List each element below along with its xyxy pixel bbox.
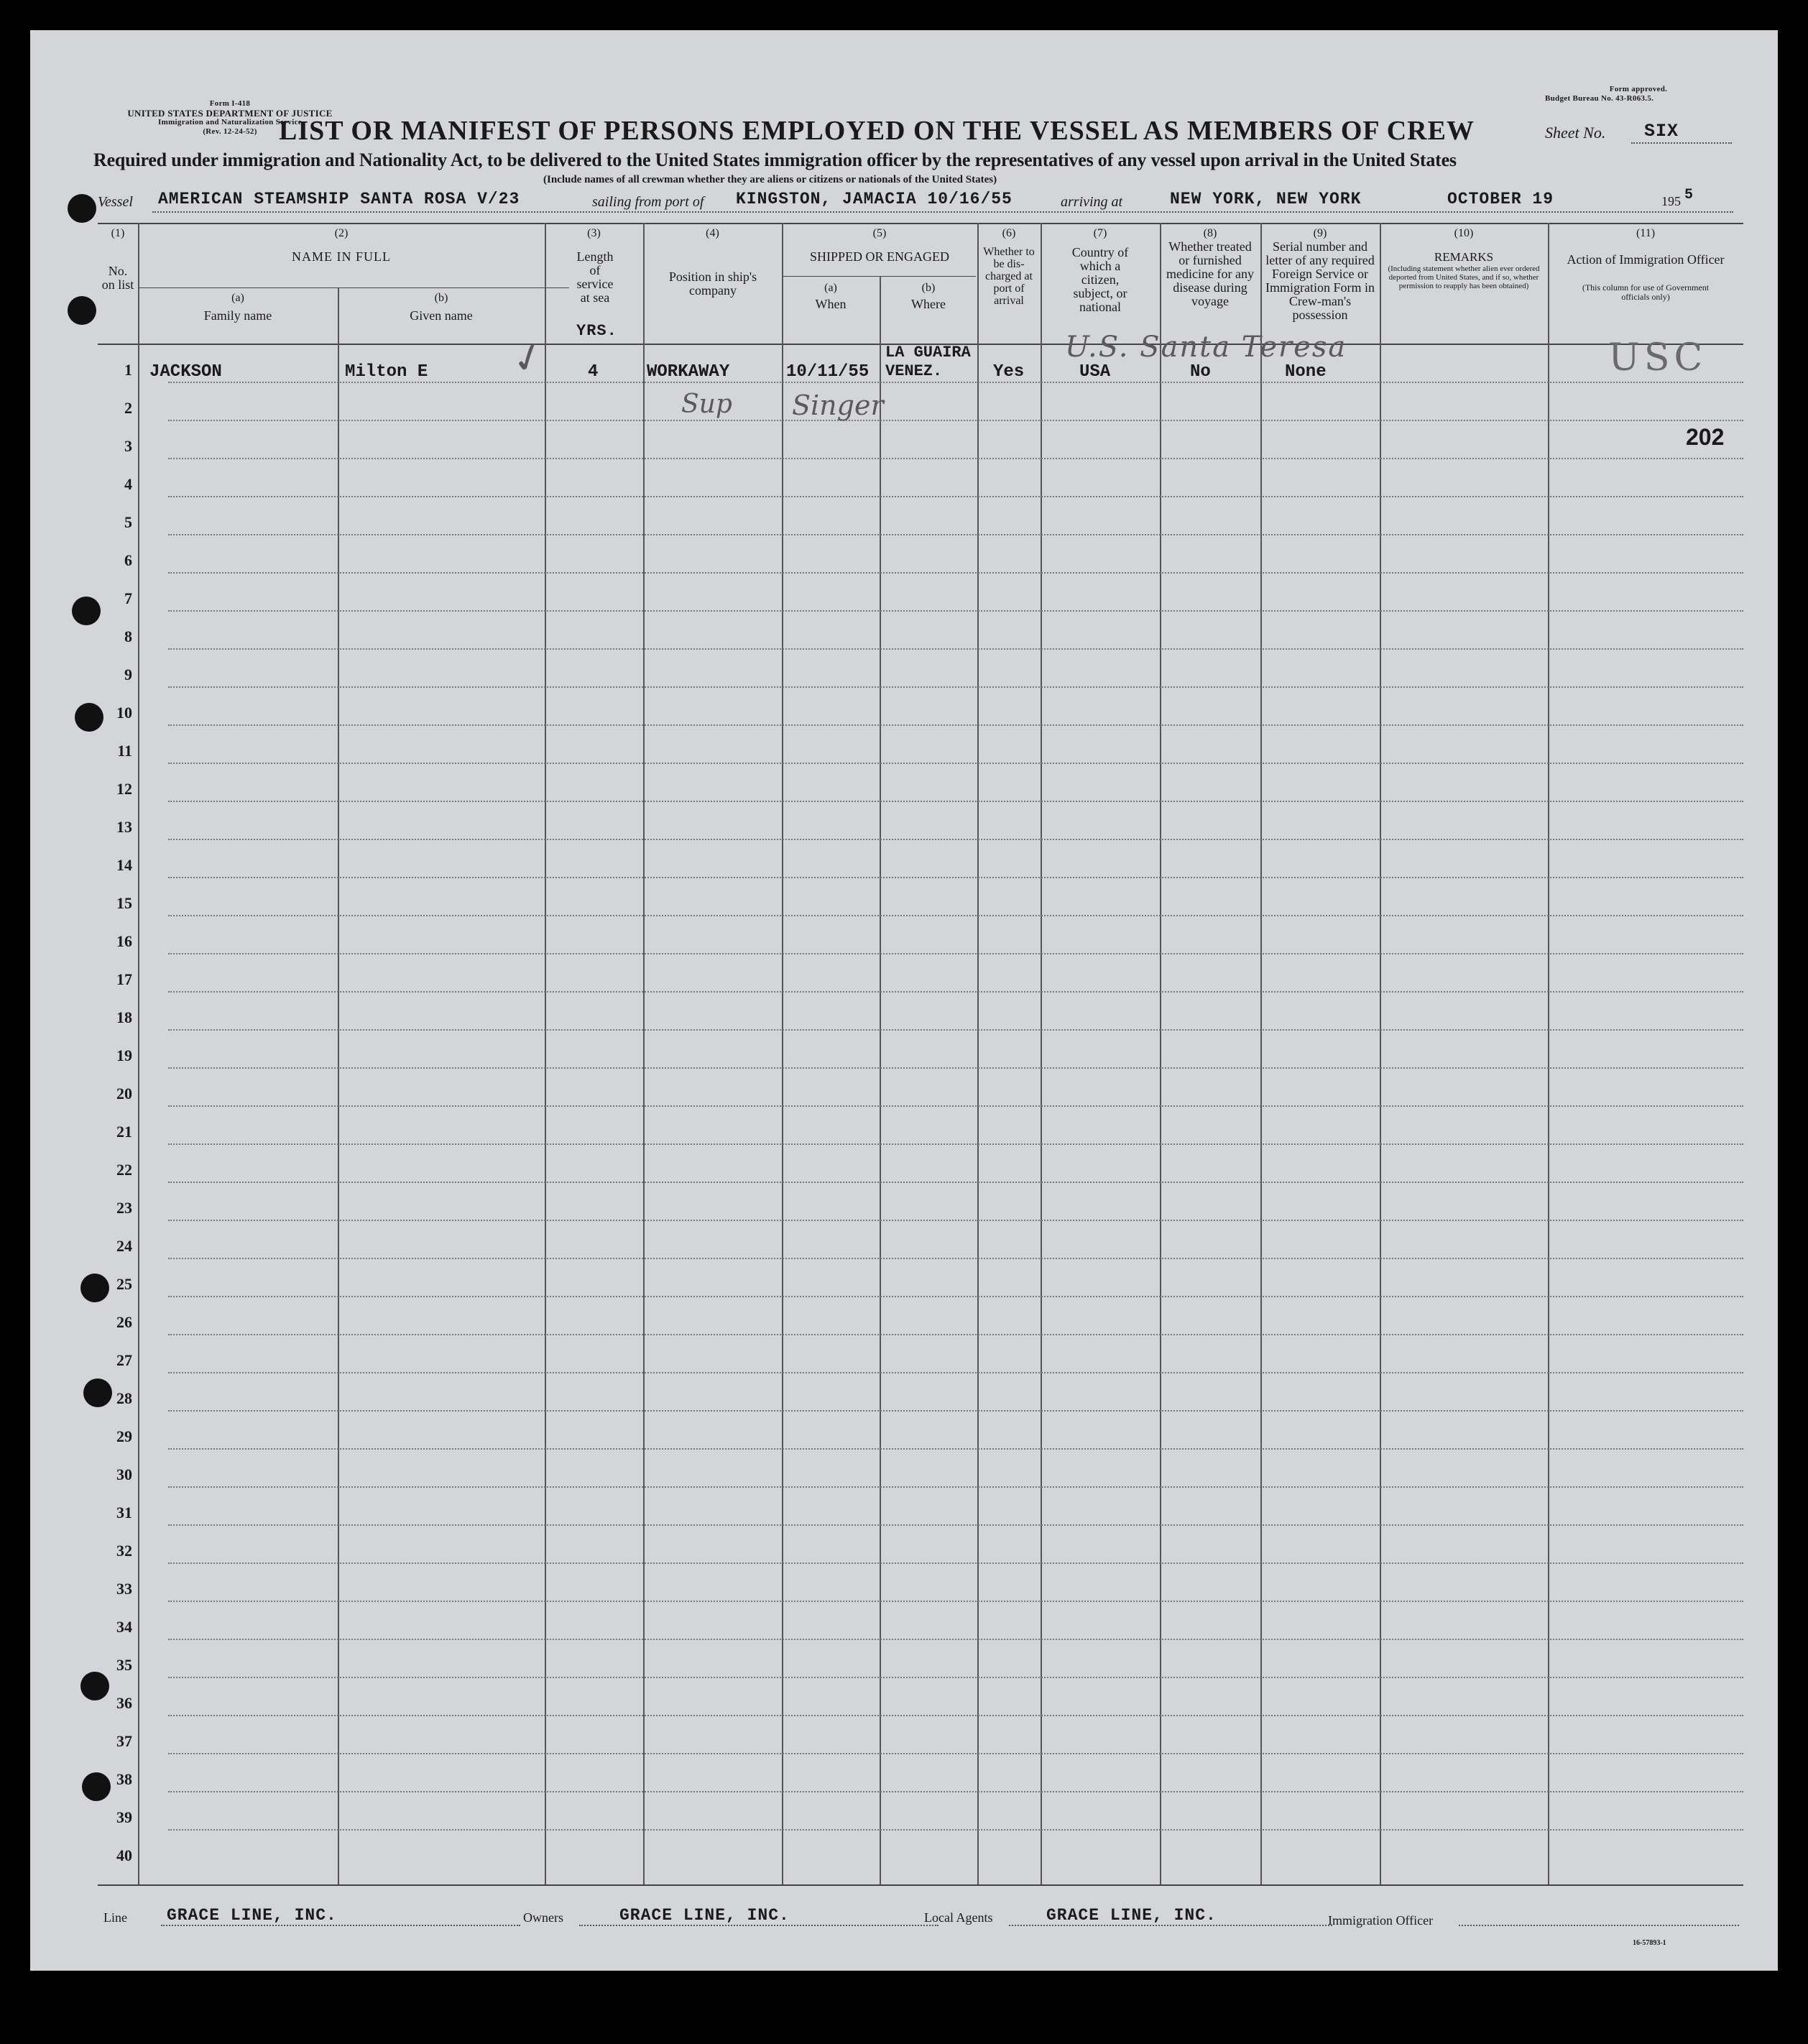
department: UNITED STATES DEPARTMENT OF JUSTICE xyxy=(127,108,333,119)
row-rule xyxy=(168,1486,1743,1488)
col3-label: Length of service at sea xyxy=(576,249,614,305)
row-number: 13 xyxy=(116,818,132,836)
row-rule xyxy=(168,496,1743,497)
column-divider xyxy=(1548,223,1549,1884)
name-subheader-line xyxy=(138,287,569,288)
row-rule xyxy=(168,1182,1743,1183)
row-number: 19 xyxy=(116,1046,132,1064)
row-rule xyxy=(168,686,1743,688)
years-at-sea: 4 xyxy=(588,362,599,382)
col5a-label: When xyxy=(815,297,847,311)
row-rule xyxy=(168,1524,1743,1526)
row-number: 26 xyxy=(116,1313,132,1331)
col8-label: Whether treated or furnished medicine for any disease during voyage xyxy=(1166,239,1254,308)
row-number: 25 xyxy=(116,1275,132,1293)
row-rule xyxy=(168,724,1743,726)
row-number: 7 xyxy=(124,589,132,607)
row-rule xyxy=(168,534,1743,535)
column-divider xyxy=(1260,223,1262,1884)
shipped-subheader-line xyxy=(782,276,976,277)
row-number: 12 xyxy=(116,780,132,798)
row-rule xyxy=(168,1143,1743,1145)
approval-block xyxy=(1545,85,1732,103)
approval-line-1: Form approved. xyxy=(1609,85,1668,93)
row-number: 29 xyxy=(116,1427,132,1445)
row-number: 39 xyxy=(116,1808,132,1826)
col7-label: Country of which a citizen, subject, or national xyxy=(1071,245,1129,314)
row-rule xyxy=(168,1448,1743,1450)
col8-number: (8) xyxy=(1203,227,1217,239)
row-rule xyxy=(168,991,1743,993)
col10-number: (10) xyxy=(1454,227,1474,239)
row-rule xyxy=(168,648,1743,650)
footer-owners-value: GRACE LINE, INC. xyxy=(619,1906,790,1925)
handwritten-ship-note: U.S. Santa Teresa xyxy=(1065,331,1347,364)
sailing-label: sailing from port of xyxy=(592,194,704,210)
footer-line-label: Line xyxy=(103,1910,127,1925)
row-number: 20 xyxy=(116,1085,132,1102)
row-number: 5 xyxy=(124,513,132,531)
col7-number: (7) xyxy=(1093,227,1107,239)
family-name: JACKSON xyxy=(149,362,222,382)
row-rule xyxy=(168,420,1743,421)
row-number: 35 xyxy=(116,1656,132,1674)
col5a-number: (a) xyxy=(824,282,837,294)
col9-label: Serial number and letter of any required Foreign Service or Immigration Form in Crew-man's possession xyxy=(1265,239,1375,322)
footer-agents-underline xyxy=(1009,1925,1332,1926)
row-number: 37 xyxy=(116,1732,132,1750)
country: USA xyxy=(1079,362,1111,382)
row-number: 11 xyxy=(117,742,132,760)
col2a-label: Family name xyxy=(203,308,272,323)
arrival-port: NEW YORK, NEW YORK xyxy=(1170,190,1362,208)
col2b-label: Given name xyxy=(410,308,473,323)
row-rule xyxy=(168,915,1743,916)
handwritten-position-note-2: Singer xyxy=(792,390,884,421)
check-mark: ✓ xyxy=(505,331,552,386)
col10-label: REMARKS xyxy=(1434,250,1494,264)
row-number: 17 xyxy=(116,970,132,988)
given-name: Milton E xyxy=(345,362,428,382)
row-rule xyxy=(168,839,1743,840)
row-number: 23 xyxy=(116,1199,132,1217)
shipped-where-line-2: VENEZ. xyxy=(885,362,943,380)
col11-note: (This column for use of Government officials only) xyxy=(1582,282,1710,302)
row-number: 3 xyxy=(124,437,132,455)
shipped-when: 10/11/55 xyxy=(786,362,870,382)
year-suffix: 5 xyxy=(1684,187,1694,203)
serial: None xyxy=(1285,362,1327,382)
col6-label: Whether to be dis-charged at port of arrival xyxy=(983,246,1035,307)
row-rule xyxy=(168,1410,1743,1412)
row-rule xyxy=(168,1639,1743,1640)
column-divider xyxy=(1160,223,1161,1884)
col4-label: Position in ship's company xyxy=(668,270,757,298)
table-top-border xyxy=(98,223,1743,224)
form-number: Form I-418 xyxy=(209,99,251,108)
row-number: 18 xyxy=(116,1008,132,1026)
row-rule xyxy=(168,953,1743,954)
approval-line-2: Budget Bureau No. 43-R063.5. xyxy=(1545,94,1654,103)
row-number: 21 xyxy=(116,1123,132,1141)
row-rule xyxy=(168,1258,1743,1259)
subtitle: Required under immigration and Nationality Act, to be delivered to the United States immigration officer by the representatives of any vessel upon arrival in the United States xyxy=(93,149,1457,170)
row-rule xyxy=(168,1601,1743,1602)
row-number: 40 xyxy=(116,1846,132,1864)
row-number: 34 xyxy=(116,1618,132,1636)
row-rule xyxy=(168,1753,1743,1754)
manifest-sheet xyxy=(30,30,1778,1971)
footer-agents-label: Local Agents xyxy=(924,1910,993,1925)
footer-officer-underline xyxy=(1459,1925,1739,1926)
row-number: 22 xyxy=(116,1161,132,1179)
row-number: 32 xyxy=(116,1542,132,1560)
col3-number: (3) xyxy=(587,227,601,239)
col3-unit: YRS. xyxy=(576,322,617,340)
row-rule xyxy=(168,763,1743,764)
col5b-number: (b) xyxy=(921,282,936,294)
row-number: 27 xyxy=(116,1351,132,1369)
column-divider xyxy=(338,287,339,1884)
shipped-where-line-1: LA GUAIRA xyxy=(885,344,971,362)
medicine: No xyxy=(1190,362,1211,382)
punch-hole xyxy=(68,296,96,325)
sheet-label: Sheet No. xyxy=(1545,124,1606,142)
row-number: 2 xyxy=(124,399,132,417)
col11-label: Action of Immigration Officer xyxy=(1567,252,1725,267)
col5b-label: Where xyxy=(911,297,946,311)
footer-line-value: GRACE LINE, INC. xyxy=(167,1906,337,1925)
vessel-underline xyxy=(152,211,1733,213)
sheet-underline xyxy=(1631,142,1732,144)
row-rule xyxy=(168,801,1743,802)
row-rule xyxy=(168,1029,1743,1031)
row-rule xyxy=(168,1715,1743,1716)
col10-note: (Including statement whether alien ever ordered deported from United States, and if so, whether permission to reapply has been obtained) xyxy=(1388,264,1540,290)
row-number: 4 xyxy=(124,475,132,493)
col5-number: (5) xyxy=(872,227,887,239)
row-rule xyxy=(168,877,1743,878)
row-rule xyxy=(168,382,1743,383)
row-rule xyxy=(168,1829,1743,1831)
row-number: 28 xyxy=(116,1389,132,1407)
row-number: 24 xyxy=(116,1237,132,1255)
vessel-label: Vessel xyxy=(98,194,133,210)
sheet-number: SIX xyxy=(1644,121,1679,142)
col2a-number: (a) xyxy=(231,292,244,304)
handwritten-position-note: Sup xyxy=(681,390,732,419)
row-rule xyxy=(168,1372,1743,1373)
column-divider xyxy=(643,223,645,1884)
col2-number: (2) xyxy=(334,227,349,239)
vessel-name: AMERICAN STEAMSHIP SANTA ROSA V/23 xyxy=(158,190,520,208)
row-number: 15 xyxy=(116,894,132,912)
col2-label: NAME IN FULL xyxy=(292,249,391,264)
row-number: 31 xyxy=(116,1504,132,1522)
row-number: 8 xyxy=(124,627,132,645)
col2b-number: (b) xyxy=(434,292,448,304)
column-divider xyxy=(138,223,139,1884)
table-bottom-border xyxy=(98,1884,1743,1886)
footer-line-underline xyxy=(161,1925,520,1926)
row-rule xyxy=(168,1677,1743,1678)
sailing-port: KINGSTON, JAMACIA 10/16/55 xyxy=(736,190,1013,208)
row-number: 30 xyxy=(116,1465,132,1483)
row-number: 1 xyxy=(124,361,132,379)
column-divider xyxy=(880,276,881,1884)
col5-label: SHIPPED OR ENGAGED xyxy=(809,249,949,264)
column-divider xyxy=(977,223,979,1884)
row-number: 16 xyxy=(116,932,132,950)
stamp-number: 202 xyxy=(1686,424,1725,450)
col6-number: (6) xyxy=(1002,227,1016,239)
row-number: 38 xyxy=(116,1770,132,1788)
col11-number: (11) xyxy=(1636,227,1656,239)
punch-hole xyxy=(68,194,96,223)
col1-label: No. on list xyxy=(101,264,134,292)
footer-owners-underline xyxy=(579,1925,938,1926)
row-rule xyxy=(168,572,1743,574)
column-divider xyxy=(1041,223,1042,1884)
row-rule xyxy=(168,1220,1743,1221)
service: Immigration and Naturalization Service xyxy=(158,118,302,126)
row-number: 9 xyxy=(124,666,132,683)
row-rule xyxy=(168,610,1743,612)
revision: (Rev. 12-24-52) xyxy=(203,127,257,136)
row-number: 6 xyxy=(124,551,132,569)
include-note: (Include names of all crewman whether they are aliens or citizens or nationals of the United States) xyxy=(543,174,997,185)
handwritten-action: USC xyxy=(1608,336,1707,379)
row-number: 36 xyxy=(116,1694,132,1712)
arriving-label: arriving at xyxy=(1061,194,1123,210)
row-rule xyxy=(168,1334,1743,1335)
footer-owners-label: Owners xyxy=(523,1910,563,1925)
row-number: 14 xyxy=(116,856,132,874)
col1-number: (1) xyxy=(111,227,125,239)
page-title: LIST OR MANIFEST OF PERSONS EMPLOYED ON THE VESSEL AS MEMBERS OF CREW xyxy=(279,116,1475,146)
footer-officer-label: Immigration Officer xyxy=(1328,1913,1434,1928)
col9-number: (9) xyxy=(1313,227,1327,239)
print-code: 16-57893-1 xyxy=(1633,1939,1666,1947)
row-rule xyxy=(168,1562,1743,1564)
column-divider xyxy=(1380,223,1381,1884)
year-prefix: 195 xyxy=(1661,194,1681,208)
row-number: 33 xyxy=(116,1580,132,1598)
arrival-date: OCTOBER 19 xyxy=(1447,190,1554,208)
column-divider xyxy=(782,223,783,1884)
row-rule xyxy=(168,1105,1743,1107)
position: WORKAWAY xyxy=(647,362,730,382)
discharged: Yes xyxy=(993,362,1025,382)
row-rule xyxy=(168,1067,1743,1069)
row-rule xyxy=(168,458,1743,459)
footer-agents-value: GRACE LINE, INC. xyxy=(1046,1906,1217,1925)
col4-number: (4) xyxy=(706,227,719,239)
row-rule xyxy=(168,1296,1743,1297)
column-divider xyxy=(545,223,546,1884)
row-rule xyxy=(168,1791,1743,1792)
row-number: 10 xyxy=(116,704,132,722)
